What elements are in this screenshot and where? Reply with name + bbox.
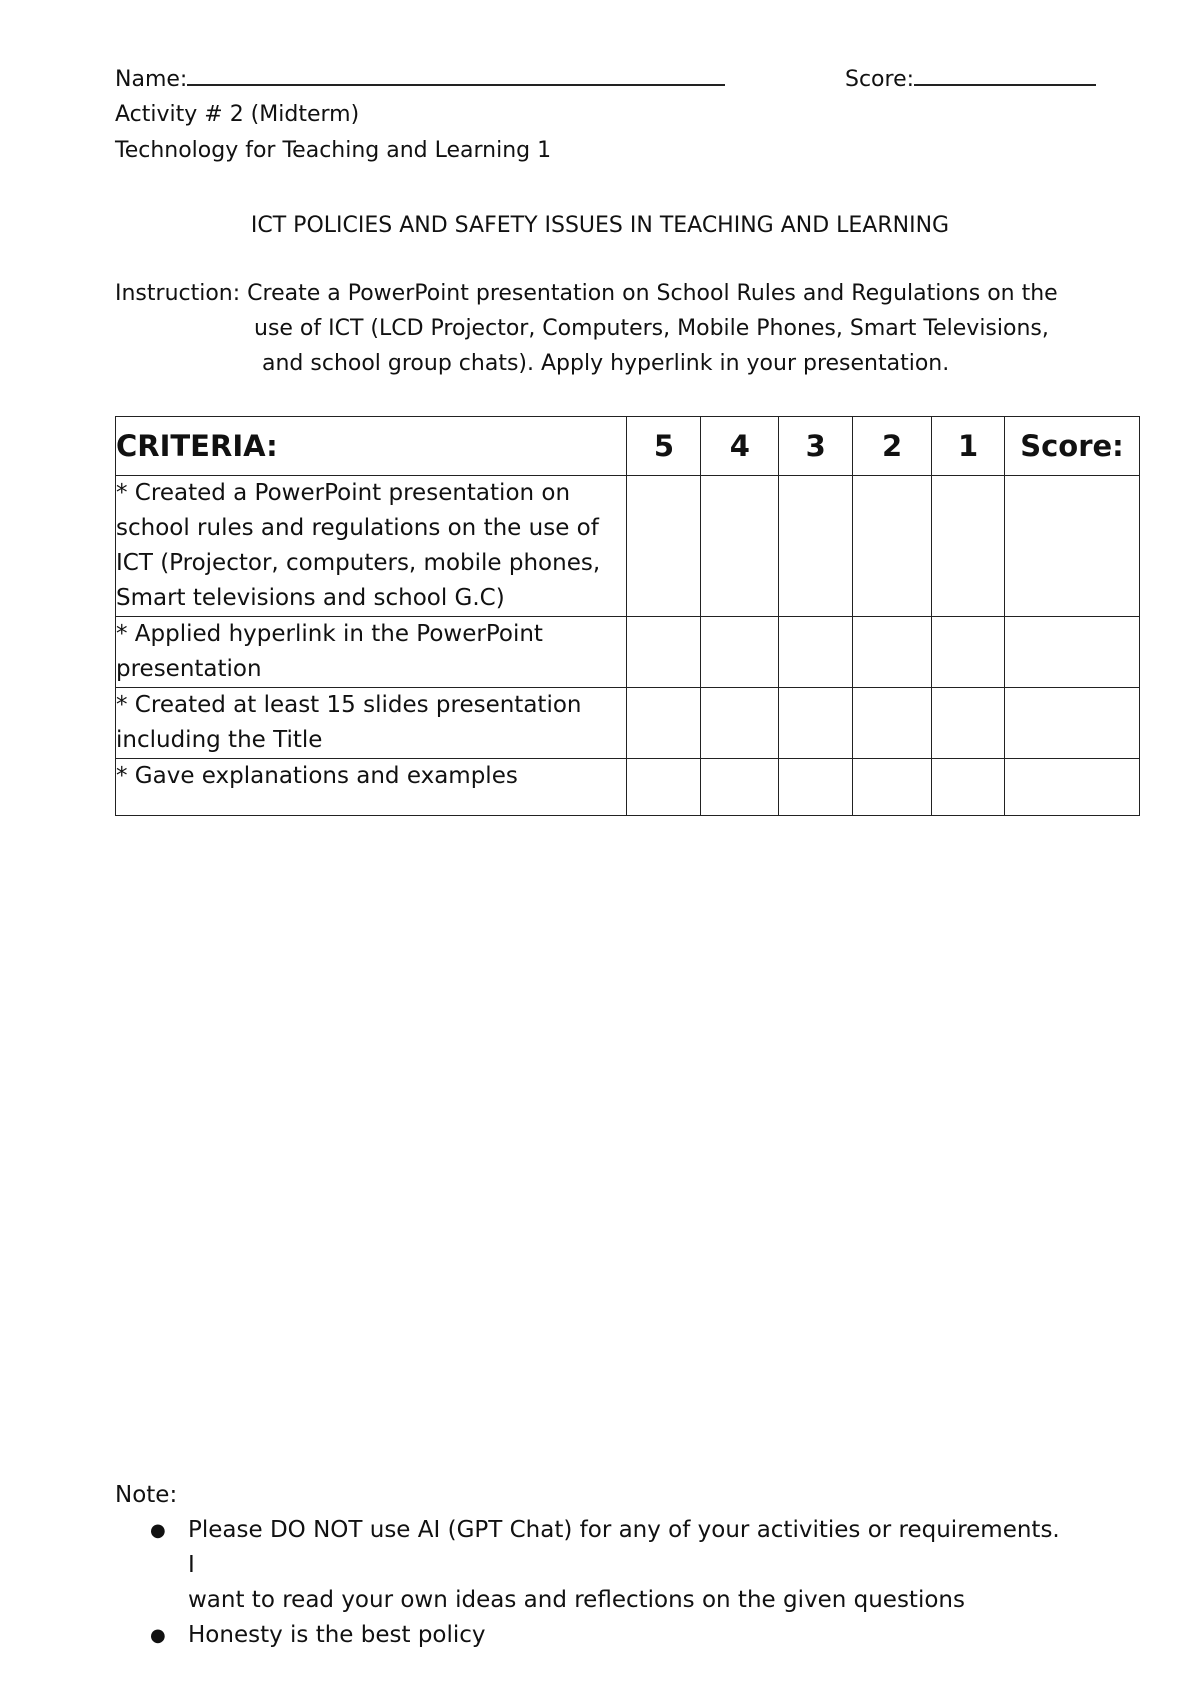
list-item [115,1513,1068,1618]
criteria-cell [116,759,627,816]
note-label: Note: [115,1482,178,1508]
instruction-line-2: use of ICT (LCD Projector, Computers, Mobile Phones, Smart Televisions, [254,316,1049,341]
criteria-text: * Created at least 15 slides presentation [116,692,582,718]
instruction-line-3: and school group chats). Apply hyperlink in your presentation. [262,351,950,376]
table-row [116,476,1140,617]
rating-cell [932,759,1005,816]
rating-cell [932,617,1005,688]
criteria-text: Smart televisions and school G.C) [116,585,505,611]
rating-cell [853,476,932,617]
document-title: ICT POLICIES AND SAFETY ISSUES IN TEACHING AND LEARNING [250,213,950,238]
table-row [116,617,1140,688]
name-label: Name: [115,67,188,92]
rating-cell [779,759,853,816]
criteria-cell [116,617,627,688]
score-blank [914,62,1096,86]
score-cell [1004,617,1139,688]
criteria-text: ICT (Projector, computers, mobile phones, [116,550,601,576]
score-cell [1004,476,1139,617]
criteria-text: including the Title [116,727,323,753]
rating-cell [853,759,932,816]
rating-1-header: 1 [932,417,1005,476]
rating-cell [853,617,932,688]
score-header: Score: [1004,417,1139,476]
rating-cell [853,688,932,759]
note-text: Please DO NOT use AI (GPT Chat) for any of your activities or requirements. I [188,1517,1060,1578]
criteria-cell [116,688,627,759]
rating-cell [627,617,701,688]
note-text: want to read your own ideas and reflections on the given questions [188,1587,965,1613]
criteria-text: * Gave explanations and examples [116,763,518,789]
rating-cell [701,476,779,617]
score-label: Score: [845,67,915,92]
table-row [116,759,1140,816]
course-line: Technology for Teaching and Learning 1 [115,138,552,163]
bullet-icon: ● [150,1625,166,1646]
criteria-header: CRITERIA: [116,417,627,476]
score-cell [1004,688,1139,759]
rating-cell [701,617,779,688]
instruction-text-1: Create a PowerPoint presentation on School Rules and Regulations on the [247,281,1058,306]
rating-cell [779,476,853,617]
rating-cell [701,759,779,816]
rating-cell [627,759,701,816]
rating-cell [627,476,701,617]
note-list [115,1513,1068,1653]
note-text: Honesty is the best policy [188,1622,486,1648]
list-item [115,1618,1068,1653]
rating-cell [627,688,701,759]
name-blank [187,62,725,86]
instruction-label: Instruction: [115,281,241,306]
criteria-text: * Applied hyperlink in the PowerPoint [116,621,543,647]
rating-2-header: 2 [853,417,932,476]
rating-cell [701,688,779,759]
rating-3-header: 3 [779,417,853,476]
note-section [115,1478,1068,1653]
criteria-cell [116,476,627,617]
rating-cell [779,617,853,688]
score-line [845,62,1096,97]
rating-cell [932,476,1005,617]
criteria-text: school rules and regulations on the use of [116,515,599,541]
rubric-table [115,416,1140,816]
table-row [116,688,1140,759]
criteria-text: presentation [116,656,262,682]
rubric-header-row [116,417,1140,476]
instruction-line-1 [115,277,1058,311]
rating-5-header: 5 [627,417,701,476]
rating-cell [932,688,1005,759]
name-line [115,62,725,97]
bullet-icon: ● [150,1520,166,1541]
rating-cell [779,688,853,759]
score-cell [1004,759,1139,816]
activity-line: Activity # 2 (Midterm) [115,102,360,127]
criteria-text: * Created a PowerPoint presentation on [116,480,571,506]
rating-4-header: 4 [701,417,779,476]
